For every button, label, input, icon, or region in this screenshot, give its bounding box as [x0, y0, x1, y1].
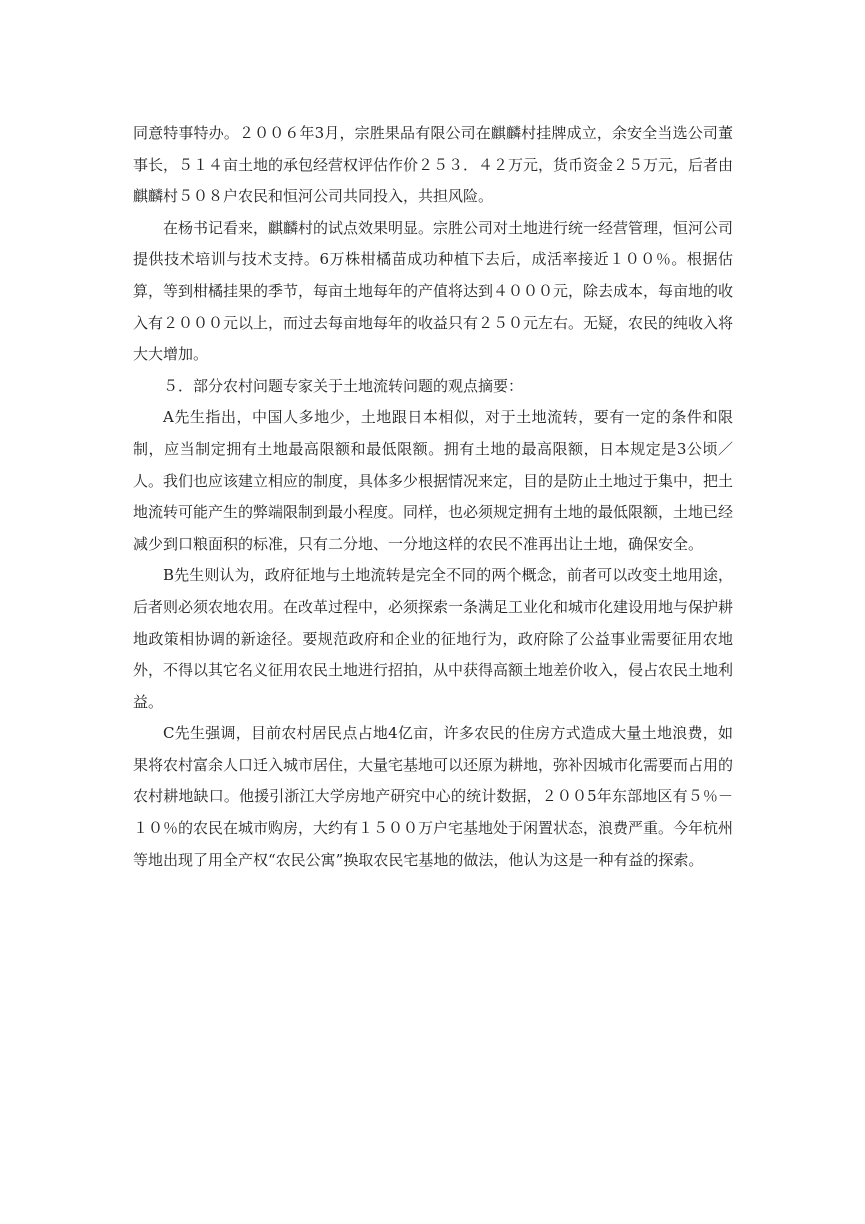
- section-heading-expert-views: ５．部分农村问题专家关于土地流转问题的观点摘要：: [163, 376, 524, 395]
- paragraph-expert-b: B先生则认为，政府征地与土地流转是完全不同的两个概念，前者可以改变土地用途，后者则必须农地农用。在改革过程中，必须探索一条满足工业化和城市化建设用地与保护耕地政策相协调的新途径。要规范政府和企业的征地行为，政府除了公益事业需要征用农地外，不得以其它名义征用农民土地进行招拍，从中获得高额土地差价收入，侵占农民土地利益。: [133, 566, 734, 711]
- document-page: [133, 118, 733, 876]
- paragraph-expert-a: A先生指出，中国人多地少，土地跟日本相似，对于土地流转，要有一定的条件和限制，应当制定拥有土地最高限额和最低限额。拥有土地的最高限额，日本规定是3公顷／人。我们也应该建立相应的制度，具体多少根据情况来定，目的是防止土地过于集中，把土地流转可能产生的弊端限制到最小程度。同样，也必须规定拥有土地的最低限额，土地已经减少到口粮面积的标准，只有二分地、一分地这样的农民不准再出让土地，确保安全。: [133, 408, 734, 553]
- paragraph-expert-c: C先生强调，目前农村居民点占地4亿亩，许多农民的住房方式造成大量土地浪费，如果将农村富余人口迁入城市居住，大量宅基地可以还原为耕地，弥补因城市化需要而占用的农村耕地缺口。他援引浙江大学房地产研究中心的统计数据，２００5年东部地区有５％－１０％的农民在城市购房，大约有１５００万户宅基地处于闲置状态，浪费严重。今年杭州等地出现了用全产权“农民公寓”换取农民宅基地的做法，他认为这是一种有益的探索。: [133, 724, 734, 869]
- paragraph-continuation: 同意特事特办。２００６年3月，宗胜果品有限公司在麒麟村挂牌成立，余安全当选公司董事长，５１４亩土地的承包经营权评估作价２５３．４２万元，货币资金２５万元，后者由麒麟村５０８户农民和恒河公司共同投入，共担风险。: [133, 124, 734, 206]
- paragraph-pilot-results: 在杨书记看来，麒麟村的试点效果明显。宗胜公司对土地进行统一经营管理，恒河公司提供技术培训与技术支持。6万株柑橘苗成功种植下去后，成活率接近１００％。根据估算，等到柑橘挂果的季节，每亩土地每年的产值将达到４０００元，除去成本，每亩地的收入有２０００元以上，而过去每亩地每年的收益只有２５０元左右。无疑，农民的纯收入将大大增加。: [133, 218, 734, 364]
